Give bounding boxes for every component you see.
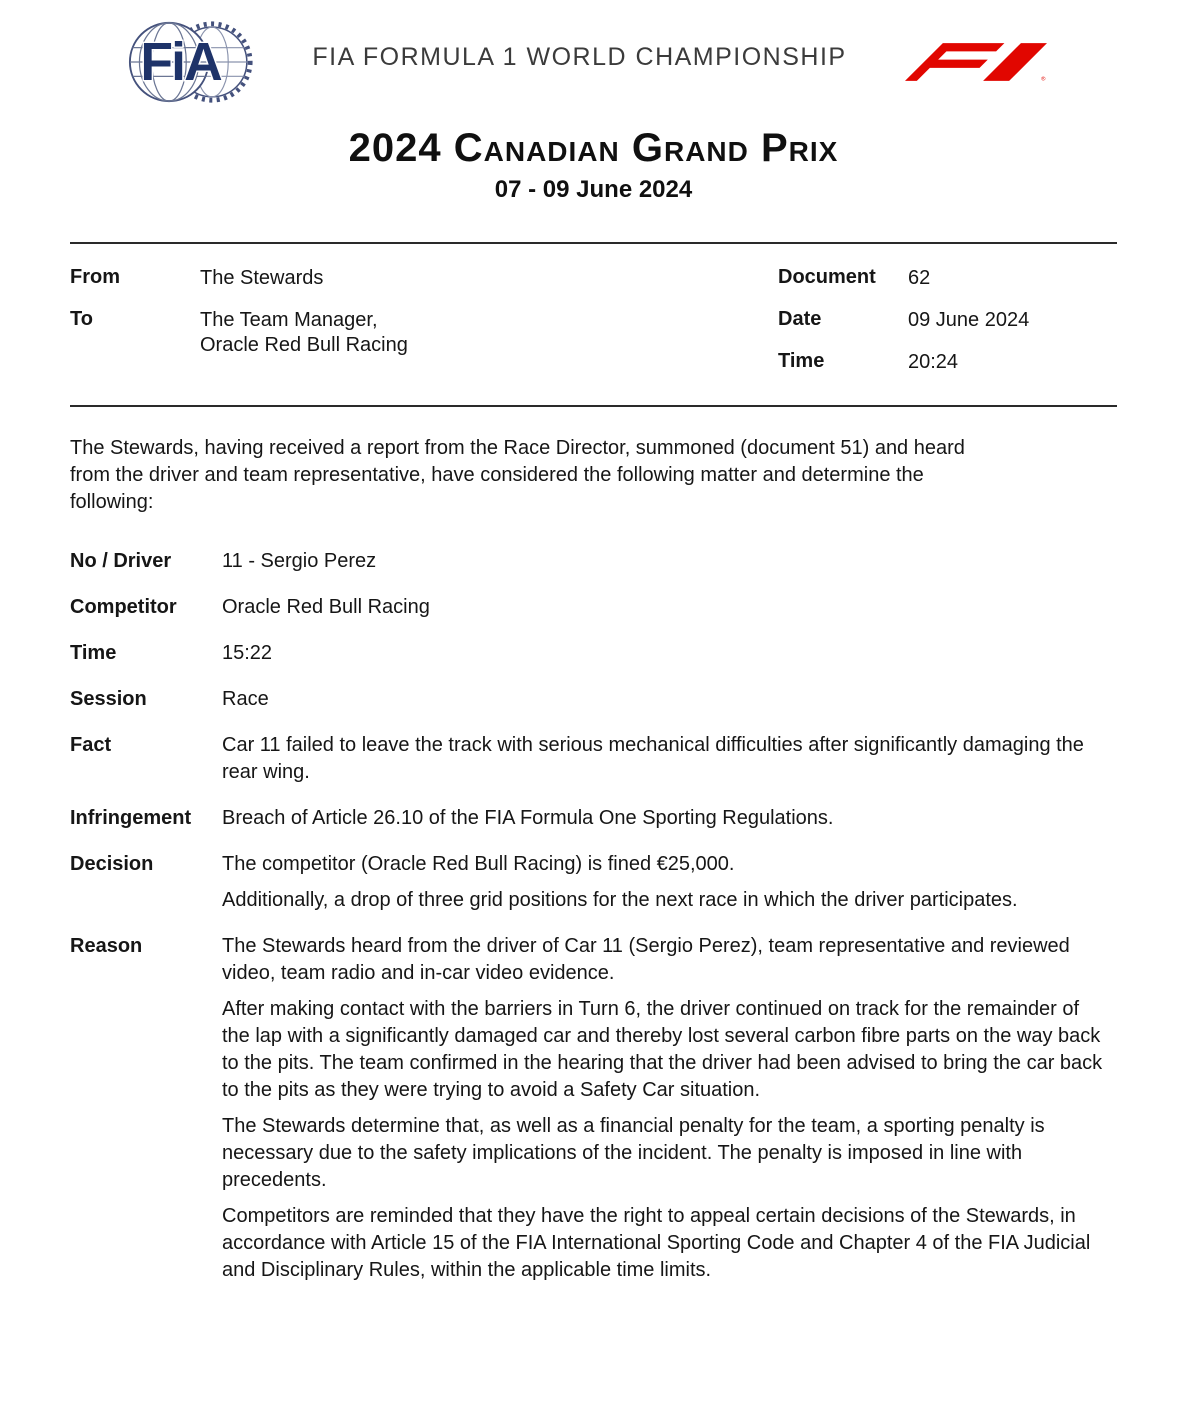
fields-section — [70, 548, 1117, 1284]
reason-paragraph-1: The Stewards heard from the driver of Car 11 (Sergio Perez), team representative and reviewed video, team radio and in-car video evidence. — [222, 935, 1070, 984]
meta-right — [778, 266, 1117, 375]
to-value-line2: Oracle Red Bull Racing — [200, 334, 408, 356]
meta-row-from — [70, 266, 778, 291]
masthead — [70, 14, 1117, 110]
document-value: 62 — [908, 267, 931, 289]
decision-label: Decision — [70, 853, 154, 875]
to-value-line1: The Team Manager, — [200, 309, 378, 331]
no-driver-value: 11 - Sergio Perez — [222, 550, 377, 572]
field-row-time — [70, 640, 1117, 667]
session-time-value: 15:22 — [222, 642, 273, 664]
time-label: Time — [778, 350, 825, 372]
competitor-label: Competitor — [70, 596, 177, 618]
infringement-label: Infringement — [70, 807, 192, 829]
reason-paragraph-3: The Stewards determine that, as well as a financial penalty for the team, a sporting penalty is necessary due to the safety implications of the incident. The penalty is imposed in line with precedents. — [222, 1115, 1045, 1191]
field-row-no-driver — [70, 548, 1117, 575]
field-row-reason — [70, 933, 1117, 1284]
meta-left — [70, 266, 778, 375]
fia-logo — [128, 14, 254, 110]
f1-registered-mark: ® — [1041, 76, 1046, 83]
reason-label: Reason — [70, 935, 143, 957]
field-row-fact — [70, 732, 1117, 786]
event-title: 2024 Canadian Grand Prix — [348, 126, 839, 170]
no-driver-label: No / Driver — [70, 550, 172, 572]
championship-title: FIA FORMULA 1 WORLD CHAMPIONSHIP — [312, 42, 847, 71]
field-row-competitor — [70, 594, 1117, 621]
decision-value — [222, 851, 1018, 914]
date-label: Date — [778, 308, 822, 330]
field-row-infringement — [70, 805, 1117, 832]
meta-row-time — [778, 350, 1117, 375]
fact-value: Car 11 failed to leave the track with serious mechanical difficulties after significantly damaging the rear wing. — [222, 734, 1084, 783]
fia-logo-text: FiA — [140, 33, 221, 93]
decision-paragraph-2: Additionally, a drop of three grid positions for the next race in which the driver participates. — [222, 889, 1018, 911]
to-value — [200, 308, 408, 358]
reason-paragraph-4: Competitors are reminded that they have the right to appeal certain decisions of the Stewards, in accordance with Article 15 of the FIA International Sporting Code and Chapter 4 of the FIA Judicial and Disciplinary Rules, within the applicable time limits. — [222, 1205, 1091, 1281]
meta-row-to — [70, 308, 778, 358]
reason-value — [222, 933, 1110, 1284]
fact-label: Fact — [70, 734, 112, 756]
reason-paragraph-2: After making contact with the barriers in Turn 6, the driver continued on track for the remainder of the lap with a significantly damaged car and thereby lost several carbon fibre parts on the way back to the pits. The team confirmed in the hearing that the driver had been advised to bring the car back to the pits as they were trying to avoid a Safety Car situation. — [222, 998, 1103, 1101]
session-value: Race — [222, 688, 269, 710]
document-label: Document — [778, 266, 876, 288]
field-row-session — [70, 686, 1117, 713]
meta-row-document — [778, 266, 1117, 291]
event-dates: 07 - 09 June 2024 — [494, 176, 693, 203]
competitor-value: Oracle Red Bull Racing — [222, 596, 430, 618]
decision-paragraph-1: The competitor (Oracle Red Bull Racing) is fined €25,000. — [222, 853, 735, 875]
meta-section — [70, 242, 1117, 407]
meta-row-date — [778, 308, 1117, 333]
session-time-label: Time — [70, 642, 117, 664]
date-value: 09 June 2024 — [908, 309, 1030, 331]
time-value: 20:24 — [908, 351, 959, 373]
session-label: Session — [70, 688, 147, 710]
intro-paragraph: The Stewards, having received a report from the Race Director, summoned (document 51) and heard from the driver and team representative, have considered the following matter and determine the following: — [70, 437, 965, 513]
f1-logo — [905, 32, 1047, 92]
field-row-decision — [70, 851, 1117, 914]
from-label: From — [70, 266, 120, 288]
title-block — [70, 126, 1117, 204]
to-label: To — [70, 308, 93, 330]
from-value: The Stewards — [200, 267, 324, 289]
infringement-value: Breach of Article 26.10 of the FIA Formula One Sporting Regulations. — [222, 807, 834, 829]
